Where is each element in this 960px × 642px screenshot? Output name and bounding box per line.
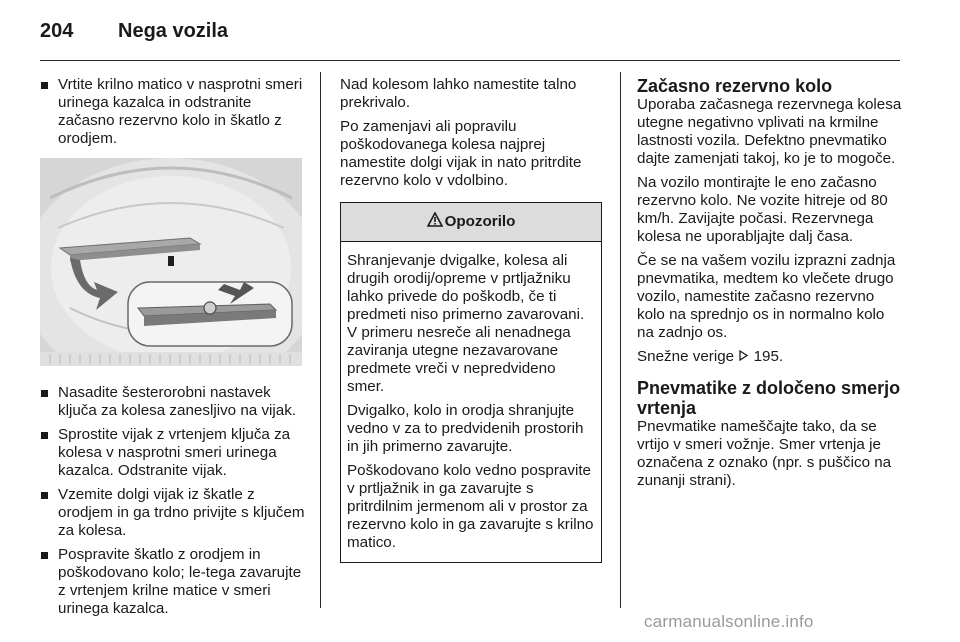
column-2	[340, 76, 602, 563]
column-1	[40, 76, 308, 624]
list-item: Pospravite škatlo z orodjem in poškodovano kolo; le-tega zavarujte z vrtenjem krilne matice v smeri urinega kazalca.	[40, 546, 308, 618]
spare-wheel-illustration	[40, 158, 302, 366]
column-divider-2	[620, 72, 621, 608]
list-item: Vrtite krilno matico v nasprotni smeri urinega kazalca in odstranite začasno rezervno kolo in škatlo z orodjem.	[40, 76, 308, 148]
paragraph: Če se na vašem vozilu izprazni zadnja pnevmatika, medtem ko vlečete drugo vozilo, namestite začasno rezervno kolo na sprednjo os in normalno kolo na zadnjo os.	[637, 252, 896, 341]
section-heading: Pnevmatike z določeno smerjo vrtenja	[637, 378, 901, 418]
page-number: 204	[40, 20, 74, 42]
paragraph: Uporaba začasnega rezervnega kolesa utegne negativno vplivati na krmilne lastnosti vozila. Defektno pnevmatiko dajte zamenjati takoj, ko je to mogoče.	[637, 96, 902, 167]
page-header	[40, 14, 900, 54]
warning-paragraph: Shranjevanje dvigalke, kolesa ali drugih orodij/opreme v prtljažniku lahko privede do poškodb, če ti predmeti niso primerno zavarovani. V primeru nesreče ali nenadnega zaviranja utegne nezavarovane predmete vreči v nepredvideno smer.	[347, 252, 585, 395]
warning-header	[341, 203, 601, 242]
list-item: Nasadite šesterorobni nastavek ključa za kolesa zanesljivo na vijak.	[40, 384, 308, 420]
page-reference-arrow-icon	[738, 348, 753, 365]
list-item: Sprostite vijak z vrtenjem ključa za kolesa v nasprotni smeri urinega kazalca. Odstranite vijak.	[40, 426, 308, 480]
paragraph: Nad kolesom lahko namestite talno prekrivalo.	[340, 76, 577, 111]
warning-paragraph: Dvigalko, kolo in orodja shranjujte vedno v za to predvidenih prostorih in jih primerno zavarujte.	[347, 402, 584, 455]
section-heading: Začasno rezervno kolo	[637, 76, 833, 96]
paragraph: Pnevmatike nameščajte tako, da se vrtijo v smeri vožnje. Smer vrtenja je označena z oznako (npr. s puščico na zunanji strani).	[637, 418, 892, 489]
paragraph: Na vozilo montirajte le eno začasno rezervno kolo. Ne vozite hitreje od 80 km/h. Zavijajte počasi. Rezervnega kolesa ne uporabljajte dalj časa.	[637, 174, 888, 245]
instruction-list-bottom	[40, 384, 308, 618]
spare-wheel-drawing	[40, 158, 302, 366]
page-title: Nega vozila	[118, 20, 229, 42]
column-3	[637, 76, 902, 496]
header-rule	[40, 60, 900, 61]
instruction-list-top	[40, 76, 308, 148]
cross-reference-text: Snežne verige	[637, 348, 735, 365]
warning-title: Opozorilo	[444, 213, 516, 230]
list-item: Vzemite dolgi vijak iz škatle z orodjem in ga trdno privijte s ključem za kolesa.	[40, 486, 308, 540]
watermark: carmanualsonline.info	[644, 612, 814, 631]
cross-reference[interactable]	[637, 348, 902, 366]
warning-paragraph: Poškodovano kolo vedno pospravite v prtljažnik in ga zavarujte s pritrdilnim jermenom ali v prostor za rezervno kolo in ga zavarujte s krilno matico.	[347, 462, 594, 551]
cross-reference-page: 195.	[753, 348, 784, 365]
column-divider-1	[320, 72, 321, 608]
warning-box	[340, 202, 602, 563]
warning-triangle-icon	[427, 212, 443, 232]
paragraph: Po zamenjavi ali popravilu poškodovanega kolesa najprej namestite dolgi vijak in nato pritrdite rezervno kolo v vdolbino.	[340, 118, 582, 189]
warning-body	[341, 242, 601, 562]
